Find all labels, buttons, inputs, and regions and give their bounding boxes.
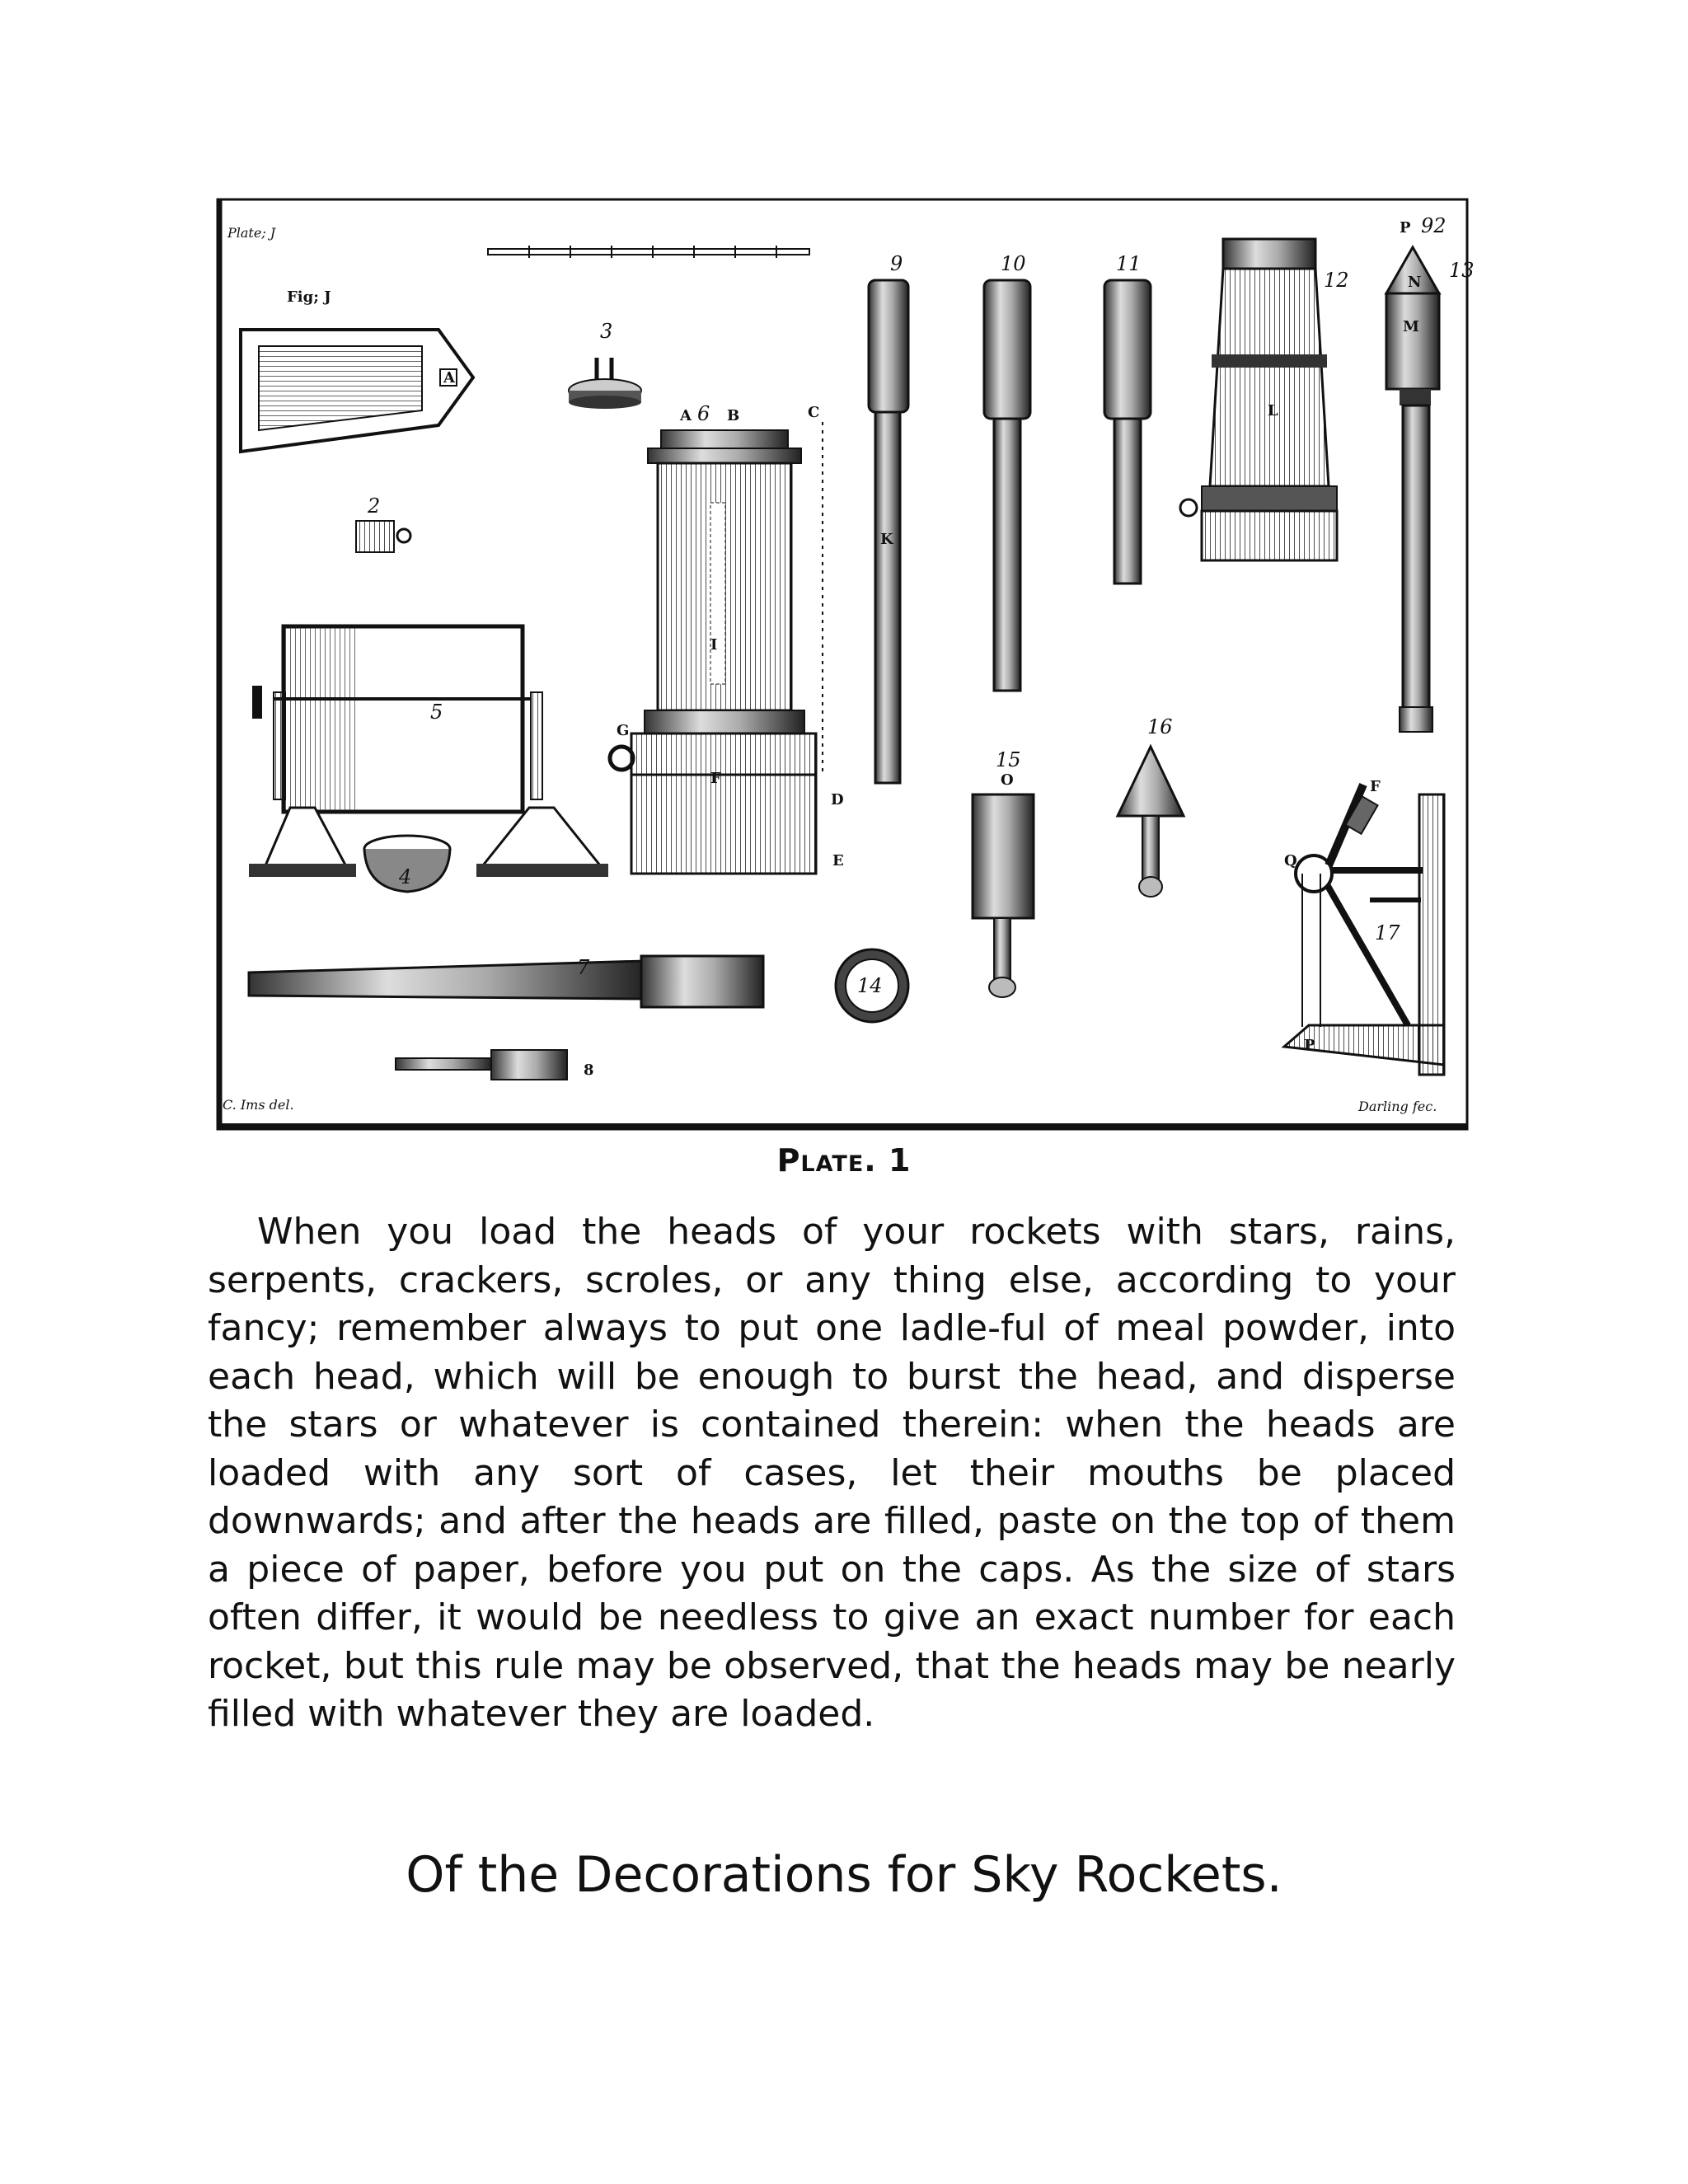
fig-number: 8 (584, 1062, 594, 1079)
fig-label: Fig; J (287, 288, 331, 306)
fig-letter: K (880, 531, 893, 548)
engraver-signature-right: Darling fec. (1358, 1099, 1437, 1114)
fig-letter: C (808, 404, 820, 421)
fig-letter: P (1400, 219, 1411, 237)
fig-number: 16 (1147, 715, 1173, 738)
fig-number: 92 (1421, 214, 1447, 237)
fig-letter: G (617, 722, 630, 739)
body-paragraph: When you load the heads of your rockets with stars, rains, serpents, crackers, scroles, or any thing else, according to your fancy; remember always to put one ladle-ful of meal powder, into each head, which will be enough to burst the head, and disperse the stars or whatever is contained therein: when the heads are loaded with any sort of cases, let their mouths be placed downwards; and after the heads are filled, paste on the top of them a piece of paper, before you put on the caps. As the size of stars often differ, it would be needless to give an exact number for each rocket, but this rule may be observed, that the heads may be nearly filled with whatever they are loaded. (208, 1211, 1456, 1735)
fig-number: 3 (600, 320, 613, 343)
fig-number: 15 (996, 748, 1021, 771)
fig-letter: O (1001, 771, 1014, 789)
fig-letter: P (1304, 1037, 1315, 1054)
fig-letter: A (443, 369, 455, 387)
fig-letter: L (1268, 402, 1278, 419)
fig-number: 9 (890, 252, 903, 275)
engraver-signature-left: C. Ims del. (223, 1097, 294, 1113)
fig-number-5: 5 (430, 701, 443, 724)
plate-corner-label: Plate; J (227, 225, 276, 241)
fig-letter: A (680, 407, 692, 424)
fig-number: 6 (697, 402, 710, 425)
fig-letter: N (1408, 274, 1422, 291)
fig-number: 17 (1375, 921, 1400, 944)
fig-letter: E (832, 852, 844, 869)
fig-number: 2 (368, 494, 381, 518)
fig-letter: F (1370, 778, 1381, 795)
fig-number: 13 (1449, 259, 1475, 282)
fig-letter: I (710, 636, 718, 654)
fig-number: 4 (399, 865, 412, 888)
fig-letter: B (727, 407, 740, 424)
fig-number: 12 (1324, 269, 1349, 292)
plate-engraving (216, 198, 1475, 1131)
fig-number: 10 (1001, 252, 1026, 275)
fig-letter: D (831, 791, 844, 808)
fig-letter: M (1403, 318, 1419, 335)
section-heading: Of the Decorations for Sky Rockets. (406, 1846, 1282, 1904)
fig-number: 11 (1116, 252, 1142, 275)
fig-number: 7 (577, 956, 590, 979)
washer-14-illustration (836, 949, 908, 1022)
fig-number: 14 (857, 974, 883, 997)
fig-letter: Q (1284, 852, 1297, 869)
plate-caption: Plate. 1 (776, 1142, 912, 1179)
